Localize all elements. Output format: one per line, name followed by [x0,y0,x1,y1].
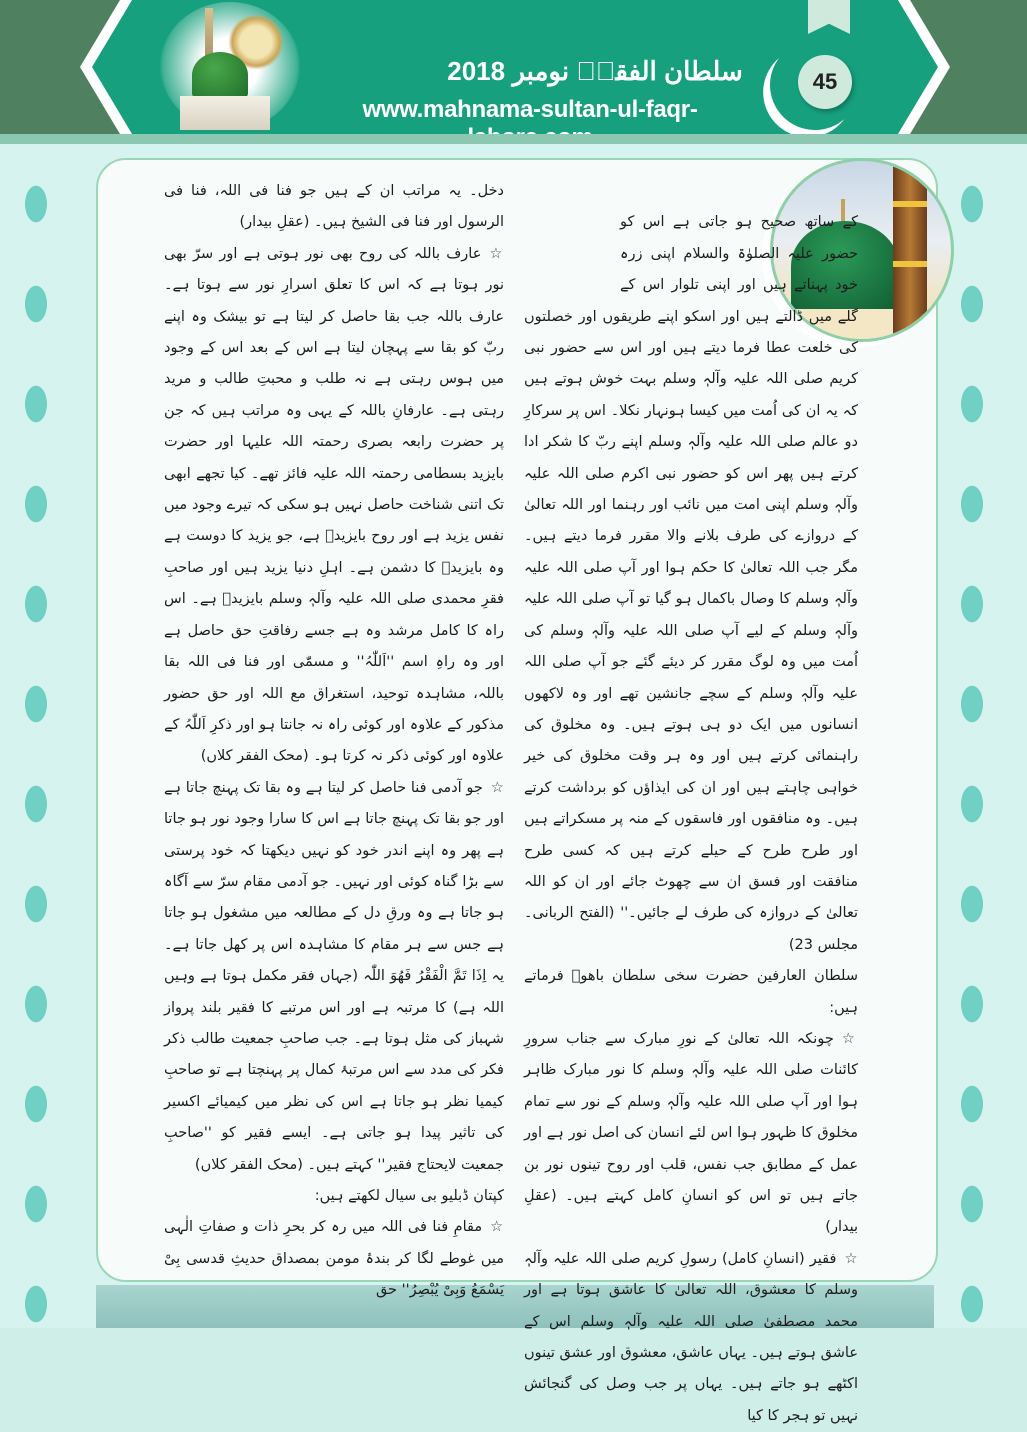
paragraph-text: دخل۔ یہ مراتب ان کے ہیں جو فنا فی اللہ، فنا فی الرسول اور فنا فی الشیخ ہیں۔ (عقلِ بیدار) [164,183,504,231]
paragraph [164,1181,504,1212]
paragraph [164,239,504,773]
paragraph-text: چونکہ اللہ تعالیٰ کے نورِ مبارک سے جناب سرورِ کائنات صلی اللہ علیہ وآلہٖ وسلم کا نور مبارک ظاہر ہوا اور آپ صلی اللہ علیہ وآلہٖ وسلم کے نور سے تمام مخلوق کا ظہور ہوا اس لئے انسان کی اصل نور ہے اور عمل کے مطابق جب نفس، قلب اور روح تینوں نور بن جاتے ہیں تو اس کو انسانِ کامل کہتے ہیں۔ (عقلِ بیدار) [524,1030,858,1236]
star-icon: ☆ [490,779,504,796]
paragraph [524,1024,858,1244]
minaret-band-icon [893,201,927,207]
paragraph-text: جو آدمی فنا حاصل کر لیتا ہے وہ بقا تک پہنچ جاتا ہے اور جو بقا تک پہنچ جاتا ہے اس کا سارا وجود نور ہو جاتا ہے پھر وہ اپنے اندر خود کو نہیں دیکھتا کہ خود پرستی سے بڑا گناہ کوئی اور نہیں۔ جو آدمی مقام سرّ سے آگاہ ہو جاتا ہے وہ ورقِ دل کے مطالعہ میں مشغول ہو جاتا ہے جس سے ہر مقام کا مشاہدہ اس پر کھل جاتا ہے۔ یہ اِذَا تَمَّ الْفَقْرُ فَھُوَ اللّٰہ (جہاں فقر مکمل ہوتا ہے وہیں اللہ ہے) کا مرتبہ ہے اور اس مرتبے کا فقیر بلند پرواز شہباز کی مثل ہوتا ہے۔ جب صاحبِ جمعیت طالب ذکر فکر کی مدد سے اس مرتبۂ کمال پر پہنچتا ہے تو صاحبِ کیمیا نظر ہو جاتا ہے اس کی نظر میں کیمیائے اکسیر کی تاثیر پیدا ہو جاتی ہے۔ ایسے فقیر کو ''صاحبِ جمعیت لایحتاج فقیر'' کہتے ہیں۔ (محک الفقر کلاں) [164,779,504,1173]
page-number-badge: 45 [798,55,852,109]
star-icon: ☆ [489,245,504,262]
star-icon: ☆ [841,1030,858,1047]
header-divider [0,134,1027,144]
paragraph-text: مقامِ فنا فی اللہ میں رہ کر بحرِ ذات و صفاتِ الٰہی میں غوطے لگا کر بندۂ مومن بمصداق حدیثِ قدسی بِیْ یَسْمَعُ وَبِیْ یُبْصِرُ'' حق [164,1219,504,1299]
paragraph [524,961,858,1024]
star-icon: ☆ [844,1250,858,1267]
paragraph [164,176,504,239]
paragraph [164,773,504,1181]
article-column-right [524,176,858,1432]
paragraph-text: عارف باللہ کی روح بھی نور ہوتی ہے اور سرّ بھی نور ہوتا ہے کہ اس کا تعلق اسرارِ نور سے ہوتا ہے۔ عارف باللہ جب بقا حاصل کر لیتا ہے تو بیشک وہ اپنے ربّ کو بقا سے پہچان لیتا ہے اس کے بعد اس کے وجود میں ہوس رہتی ہے نہ طلب و محبتِ طالب و مرید رہتی ہے۔ عارفانِ باللہ کے یہی وہ مراتب ہیں کہ جن پر حضرت رابعہ بصری رحمتہ اللہ علیہا اور حضرت بایزید بسطامی رحمتہ اللہ علیہ فائز تھے۔ کیا تجھے ابھی تک اتنی شناخت حاصل نہیں ہو سکی کہ تیرے وجود میں نفس یزید ہے اور روح بایزیدؒ ہے، جو یزید کا دوست ہے وہ بایزیدؒ کا دشمن ہے۔ اہلِ دنیا یزید ہیں اور صاحبِ فقرِ محمدی صلی اللہ علیہ وآلہٖ وسلم بایزیدؒ ہے۔ اس راہ کا کامل مرشد وہ ہے جسے رفاقتِ حق حاصل ہے اور وہ راہِ اسم ''اَللّٰہُ'' و مسمّٰی اور فنا فی اللہ بقا باللہ، مشاہدہ توحید، استغراق مع اللہ اور حق حضور مذکور کے علاوہ اور کوئی راہ نہ جانتا ہو اور ذکرِ اَللّٰہُ کے علاوہ اور کوئی ذکر نہ کرتا ہو۔ (محک الفقر کلاں) [164,245,504,765]
website-url[interactable]: www.mahnama-sultan-ul-faqr- [362,96,698,123]
green-dome-icon [192,52,248,98]
paragraph [164,1212,504,1306]
paragraph-text: کے ساتھ صحیح ہو جاتی ہے اس کو حضور علیہ الصلوٰۃ والسلام اپنی زرہ خود پہناتے ہیں اور اپنی تلوار اس کے گلے میں ڈالتے ہیں اور اسکو اپنے طریقوں اور خصلتوں کی خلعت عطا فرما دیتے ہیں اور اس سے حضور نبی کریم صلی اللہ علیہ وآلہٖ وسلم بہت خوش ہوتے ہیں کہ یہ ان کی اُمت میں کیسا ہونہار نکلا۔ اس پر سرکارِ دو عالم صلی اللہ علیہ وآلہٖ وسلم اپنے ربّ کا شکر ادا کرتے ہیں پھر اس کو حضور نبی اکرم صلی اللہ علیہ وآلہٖ وسلم اپنی امت میں نائب اور رہنما اور اللہ تعالیٰ کے دروازے کی طرف بلانے والا مقرر فرما دیتے ہیں۔ مگر جب اللہ تعالیٰ کا حکم ہوا اور آپ صلی اللہ علیہ وآلہٖ وسلم کا وصال باکمال ہو گیا تو آپ صلی اللہ علیہ وآلہٖ وسلم کے لیے آپ صلی اللہ علیہ وآلہٖ وسلم کی اُمت میں وہ لوگ مقرر کر دیئے گئے جو آپ صلی اللہ علیہ وآلہٖ وسلم کے سچے جانشین تھے اور وہ لاکھوں انسانوں میں ایک دو ہی ہوتے ہیں۔ وہ مخلوق کی راہنمائی کرتے ہیں اور وہ ہر وقت مخلوق کی خیر خواہی چاہتے ہیں اور ان کی ایذاؤں کو برداشت کرتے ہیں۔ وہ منافقوں اور فاسقوں کے منہ پر مسکراتے ہیں اور طرح طرح کے حیلے کرتے ہیں کہ کسی طرح منافقت اور فسق ان سے چھوٹ جائے اور ان کو اللہ تعالیٰ کے دروازہ کی طرف لے جائیں۔'' (الفتح الربانی۔ مجلس 23) [524,214,858,953]
issue-title: سلطان الفقرؒ نومبر 2018 [447,56,743,86]
minaret-tower-icon [893,161,927,339]
paragraph-text: سلطان العارفین حضرت سخی سلطان باھوؒ فرماتے ہیں: [524,968,858,1016]
paragraph-text: فقیر (انسانِ کامل) رسولِ کریم صلی اللہ علیہ وآلہٖ وسلم کا معشوق، اللہ تعالیٰ کا عاشق ہوتا ہے اور محمد مصطفیٰ صلی اللہ علیہ وآلہٖ وسلم اس کے عاشق ہوتے ہیں۔ یہاں عاشق، معشوق اور عشق تینوں اکٹھے ہو جاتے ہیں۔ یہاں پر جب وصل کی گنجائش نہیں تو ہجر کا کیا [524,1250,858,1424]
paragraph-text: کپتان ڈبلیو بی سیال لکھتے ہیں: [314,1188,504,1204]
article-column-left [164,176,504,1307]
minaret-band-icon [893,261,927,267]
star-icon: ☆ [490,1219,504,1236]
mosque-base-icon [180,96,270,130]
paragraph [524,1244,858,1432]
paragraph [524,176,858,961]
